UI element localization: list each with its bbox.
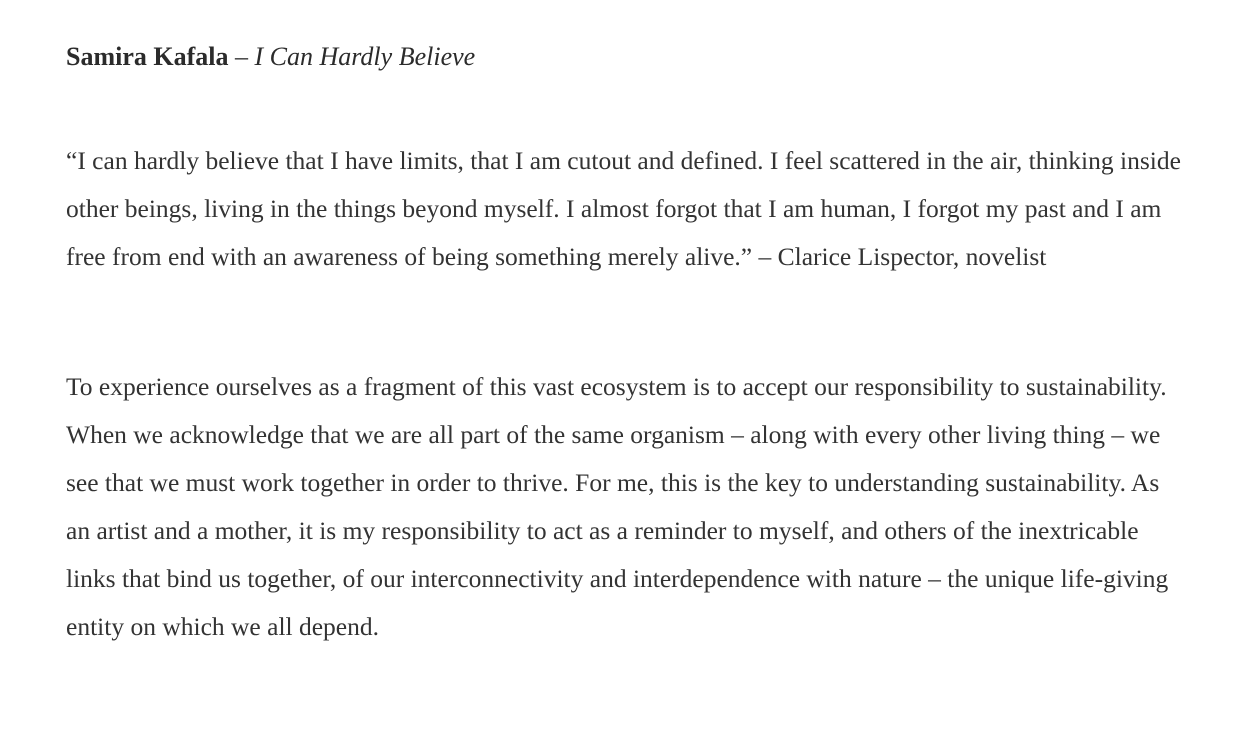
quote-paragraph: “I can hardly believe that I have limits, that I am cutout and defined. I feel scattered in the air, thinking inside other beings, living in the things beyond myself. I almost forgot that I am human, I forgot my past and I am free from end with an awareness of being something merely alive.” – Clarice Lispector, novelist [66, 146, 1181, 271]
heading-separator: – [228, 42, 255, 71]
statement-heading [66, 39, 475, 75]
artist-name: Samira Kafala [66, 42, 229, 71]
artwork-title: I Can Hardly Believe [254, 42, 476, 71]
statement-paragraph: To experience ourselves as a fragment of this vast ecosystem is to accept our responsibility to sustainability. When we acknowledge that we are all part of the same organism – along with every other living thing – we see that we must work together in order to thrive. For me, this is the key to understanding sustainability. As an artist and a mother, it is my responsibility to act as a reminder to myself, and others of the inextricable links that bind us together, of our interconnectivity and interdependence with nature – the unique life-giving entity on which we all depend. [66, 372, 1169, 641]
